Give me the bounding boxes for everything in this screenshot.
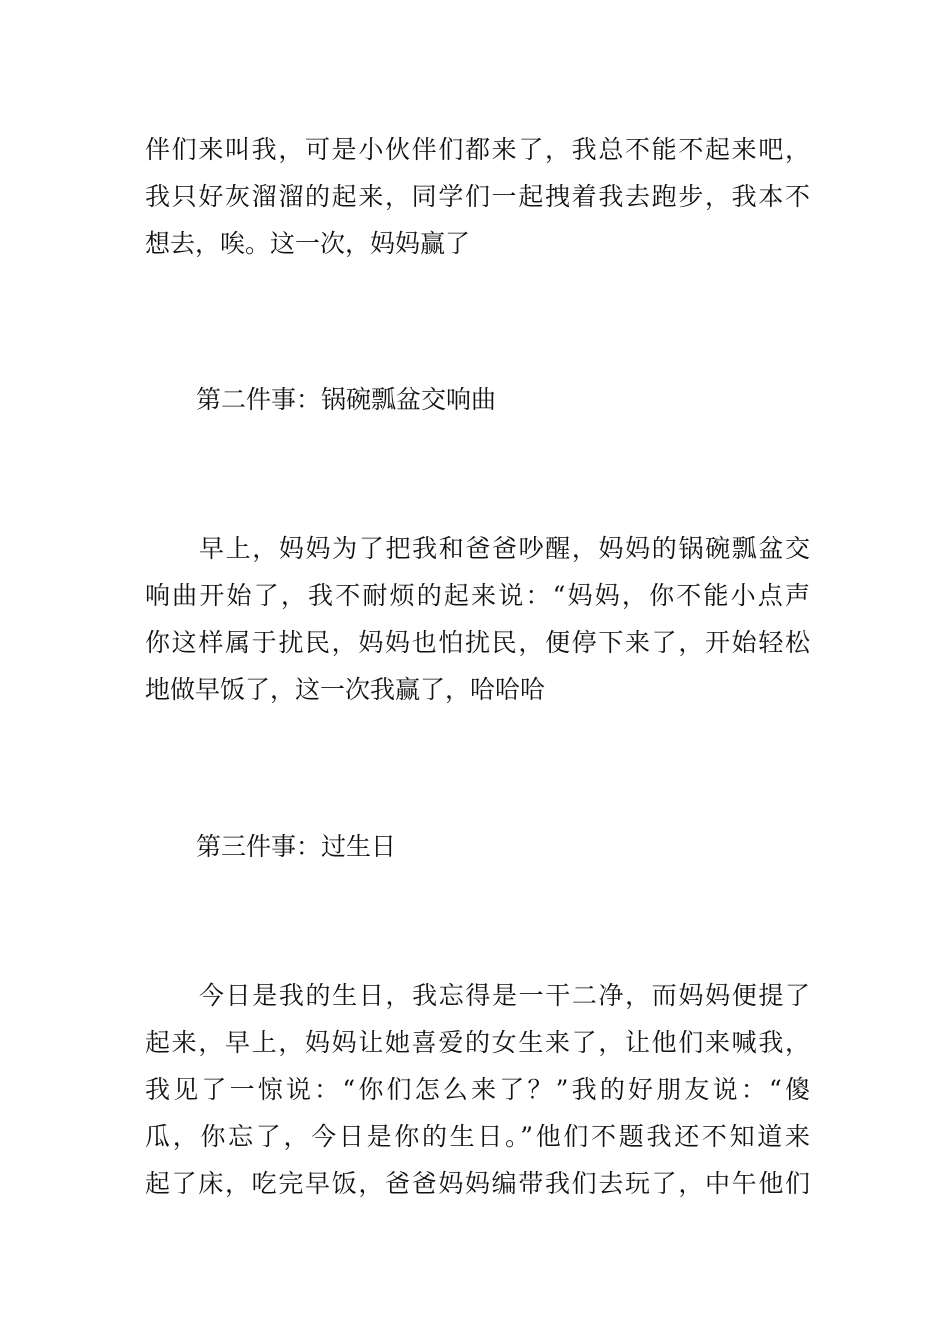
paragraph-2-line-1: 早上，妈妈为了把我和爸爸吵醒，妈妈的锅碗瓢盆交 [199,534,810,563]
paragraph-2-line-3: 你这样属于扰民，妈妈也怕扰民，便停下来了，开始轻松 [145,628,810,657]
paragraph-2 [145,525,810,713]
paragraph-1-line-1: 伴们来叫我，可是小伙伴们都来了，我总不能不起来吧， [145,135,810,164]
paragraph-3-line-1: 今日是我的生日，我忘得是一干二净，而妈妈便提了 [199,981,810,1010]
paragraph-3-line-3: 我见了一惊说：“你们怎么来了？”我的好朋友说：“傻 [145,1075,810,1104]
paragraph-2-line-2: 响曲开始了，我不耐烦的起来说：“妈妈，你不能小点声 [145,581,810,610]
paragraph-1 [145,126,810,267]
paragraph-3 [145,972,810,1207]
section-heading-2: 第二件事：锅碗瓢盆交响曲 [196,385,497,414]
paragraph-2-line-4: 地做早饭了，这一次我赢了，哈哈哈 [145,675,546,704]
paragraph-3-line-2: 起来，早上，妈妈让她喜爱的女生来了，让他们来喊我， [145,1028,810,1057]
section-heading-3: 第三件事：过生日 [196,832,397,861]
paragraph-1-line-2: 我只好灰溜溜的起来，同学们一起拽着我去跑步，我本不 [145,182,810,211]
paragraph-3-line-5: 起了床，吃完早饭，爸爸妈妈编带我们去玩了，中午他们 [145,1169,810,1198]
paragraph-1-line-3: 想去，唉。这一次，妈妈赢了 [145,229,471,258]
paragraph-3-line-4: 瓜，你忘了，今日是你的生日。”他们不题我还不知道来 [145,1122,810,1151]
